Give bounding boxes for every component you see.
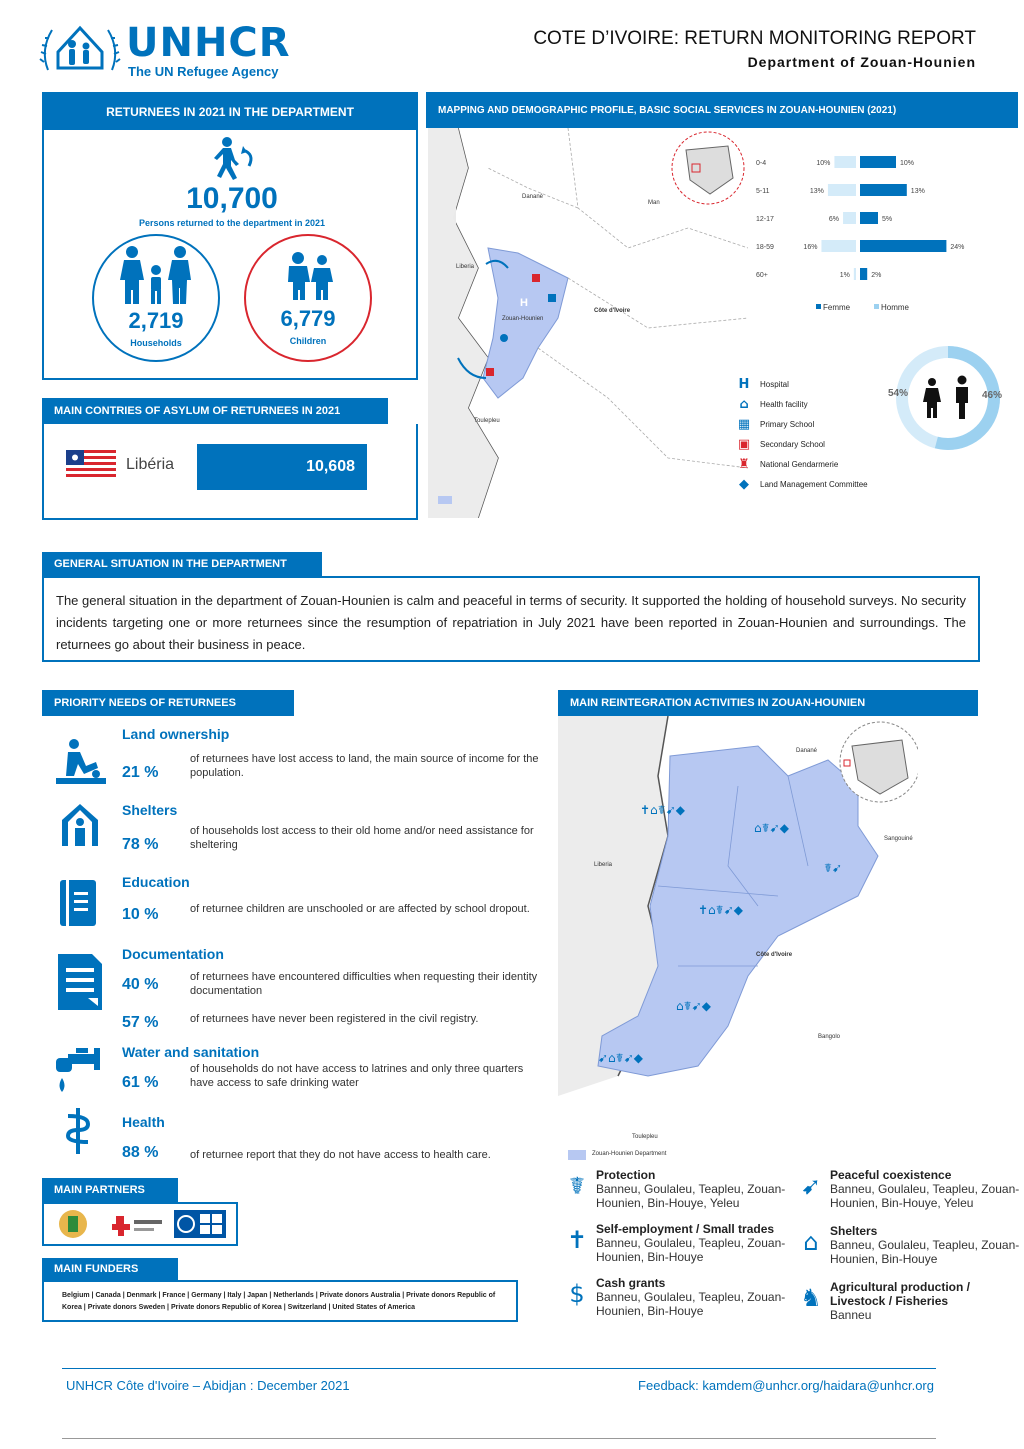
pyramid-femme-pct: 1% [839,272,850,279]
pyramid-femme-pct: 10% [816,160,831,167]
activity-item [796,1168,1022,1222]
livestock-icon: ♞ [800,1284,822,1312]
map-label-danane: Danané [522,194,544,200]
activity-item [562,1168,788,1222]
need-title: Water and sanitation [122,1044,260,1060]
activity-locations: Banneu, Goulaleu, Teapleu, Zouan-Hounien, Bin-Houye [596,1236,786,1264]
pyramid-bar-homme [860,156,896,168]
asylum-heading: MAIN CONTRIES OF ASYLUM OF RETURNEES IN 2021 [42,398,388,424]
legend-homme-label: Homme [881,303,910,312]
activity-item [562,1222,788,1276]
reintegration-map-label-bangolo: Bangolo [818,1034,841,1040]
mapping-heading: MAPPING AND DEMOGRAPHIC PROFILE, BASIC SOCIAL SERVICES IN ZOUAN-HOUNIEN (2021) [426,92,1018,128]
pyramid-age-label: 60+ [756,272,768,279]
activity-locations: Banneu, Goulaleu, Teapleu, Zouan-Hounien, Bin-Houye, Yeleu [596,1182,786,1210]
legend-row-hospital [734,374,914,394]
activity-title: Protection [596,1168,656,1182]
family-icon [118,246,196,304]
pyramid-bar-femme [834,156,856,168]
legend-row-land-committee [734,474,914,494]
need-title: Education [122,874,190,890]
need-desc: of households lost access to their old home and/or need assistance for sheltering [190,825,534,851]
pyramid-age-label: 18-59 [756,244,774,251]
activity-item [562,1276,788,1330]
legend-label: Secondary School [760,439,825,449]
children-circle [244,234,372,362]
need-title: Health [122,1114,165,1130]
svg-text:⌂☤➹◆: ⌂☤➹◆ [754,821,789,835]
legend-label: Primary School [760,419,815,429]
households-circle [92,234,220,362]
children-icon [286,252,334,300]
asylum-value: 10,608 [306,458,355,475]
situation-heading: GENERAL SITUATION IN THE DEPARTMENT [42,552,322,576]
pyramid-homme-pct: 24% [950,244,965,251]
svg-text:⌂☤➹◆: ⌂☤➹◆ [676,999,711,1013]
returnees-total: 10,700 [186,182,278,215]
gendarmerie-icon: ♜ [738,456,750,472]
partners-heading: MAIN PARTNERS [42,1178,178,1202]
cash-icon: $ [569,1280,585,1308]
need-desc: of returnees have encountered difficulties when requesting their identity documentation [190,971,538,997]
reintegration-map-label-sangouine: Sangouiné [884,836,913,842]
asylum-value-bar [197,444,367,490]
activity-item [796,1280,1022,1334]
unhcr-logo [38,22,328,84]
legend-row-health-facility [734,394,914,414]
legend-row-primary-school [734,414,914,434]
activity-item [796,1224,1022,1278]
returnees-total-caption: Persons returned to the department in 2021 [138,218,326,228]
reintegration-map-label-danane: Danané [796,748,818,754]
households-label: Households [130,338,182,348]
pyramid-bar-homme [860,212,878,224]
svg-text:✝⌂☤➹◆: ✝⌂☤➹◆ [698,903,743,917]
map-label-man: Man [648,200,660,206]
households-value: 2,719 [128,308,184,333]
need-desc-secondary: of returnees have never been registered in the civil registry. [190,1013,479,1025]
protection-icon: ☤ [568,1172,586,1200]
reintegration-map-label-toulepleu: Toulepleu [632,1134,658,1140]
documentation-icon [58,954,102,1010]
need-pct: 40 % [122,976,159,993]
asylum-panel [42,424,418,520]
male-pct: 46% [982,390,1003,401]
pyramid-age-label: 0-4 [756,160,767,167]
need-desc: of households do not have access to latrines and only three quarters have access to safe drinking water [190,1063,524,1089]
need-health [42,1114,542,1166]
activity-title: Cash grants [596,1276,666,1290]
pyramid-age-label: 12-17 [756,216,774,223]
legend-label: Land Management Committee [760,479,868,489]
funders-list: Belgium | Canada | Denmark | France | Germany | Italy | Japan | Netherlands | Private donors Australia | Private donors Republic of Korea | Private donors Sweden | Private donors Republic of Korea | Switzerland | United States of America [62,1292,496,1311]
pyramid-femme-pct: 13% [809,188,824,195]
need-pct: 61 % [122,1074,159,1091]
trades-icon: ✝ [566,1226,588,1254]
pyramid-femme-pct: 6% [828,216,840,223]
need-title: Land ownership [122,726,230,742]
liberia-flag-icon [66,450,116,480]
unhcr-emblem-icon [38,22,122,76]
activity-locations: Banneu, Goulaleu, Teapleu, Zouan-Hounien, Bin-Houye [596,1290,786,1318]
legend-label: National Gendarmerie [760,459,839,469]
pyramid-homme-pct: 2% [871,272,882,279]
legend-femme-label: Femme [823,303,851,312]
need-desc: of returnee children are unschooled or are affected by school dropout. [190,903,530,915]
age-pyramid-chart [756,150,1006,330]
pyramid-homme-pct: 10% [900,160,915,167]
activity-locations: Banneu [830,1308,872,1322]
funders-panel [42,1280,518,1322]
education-icon [60,880,96,926]
female-pct: 54% [888,388,909,399]
reintegration-map-label-cote-divoire: Côte d'Ivoire [756,952,793,958]
svg-text:➹⌂☤➹◆: ➹⌂☤➹◆ [598,1051,643,1065]
shelter-icon [58,802,102,846]
children-value: 6,779 [280,306,336,331]
activity-locations: Banneu, Goulaleu, Teapleu, Zouan-Hounien, Bin-Houye, Yeleu [830,1182,1020,1210]
pyramid-homme-pct: 5% [882,216,893,223]
need-water [42,1044,542,1108]
activity-locations: Banneu, Goulaleu, Teapleu, Zouan-Hounien, Bin-Houye [830,1238,1020,1266]
need-pct: 88 % [122,1144,159,1161]
svg-text:☤➹: ☤➹ [824,861,843,875]
land-committee-icon: ◆ [739,476,749,492]
activity-title: Agricultural production / Livestock / Fisheries [830,1280,970,1308]
returnees-panel [42,92,418,380]
primary-school-icon: ▦ [737,416,751,432]
map-label-zouan-hounien: Zouan-Hounien [502,316,544,322]
secondary-school-icon: ▣ [737,436,751,452]
caritas-logo [110,1210,166,1238]
children-label: Children [289,336,327,346]
pyramid-bar-homme [860,240,946,252]
need-pct-secondary: 57 % [122,1014,159,1031]
map-label-toulepleu: Toulepleu [474,418,500,424]
legend-row-secondary-school [734,434,914,454]
pyramid-homme-pct: 13% [910,188,925,195]
pyramid-bar-femme [821,240,856,252]
asylum-country: Libéria [126,456,175,473]
services-legend [734,374,914,494]
pyramid-bar-homme [860,268,867,280]
legend-row-gendarmerie [734,454,914,474]
returnees-heading: RETURNEES IN 2021 IN THE DEPARTMENT [44,94,416,130]
reintegration-heading: MAIN REINTEGRATION ACTIVITIES IN ZOUAN-HOUNIEN [558,690,978,716]
water-tap-icon [54,1048,100,1094]
need-title: Documentation [122,946,224,962]
svg-text:✝⌂☤➹◆: ✝⌂☤➹◆ [640,803,685,817]
returnee-walking-icon [209,136,261,180]
org-short-name: UNHCR [126,20,291,66]
land-ownership-icon [56,738,106,784]
health-facility-icon: ⌂ [739,396,749,412]
situation-text: The general situation in the department of Zouan-Hounien is calm and peaceful in terms of security. It supported the holding of household surveys. No security incidents targeting one or more returnees since the resumption of repatriation in July 2021 have been reported in Zouan-Hounien and surroundings. The returnees go about their business in peace. [56,593,966,652]
reintegration-map [558,716,918,1162]
activity-title: Shelters [830,1224,878,1238]
legend-label: Hospital [760,379,789,389]
needs-heading: PRIORITY NEEDS OF RETURNEES [42,690,294,716]
svg-text:H: H [520,297,528,309]
reintegration-map-legend: Zouan-Hounien Department [592,1151,667,1157]
report-subtitle: Department of Zouan-Hounien [747,54,976,70]
need-shelters [42,802,542,866]
legend-label: Health facility [760,399,808,409]
need-education [42,874,542,938]
legend-homme-swatch [874,304,879,309]
pyramid-age-label: 5-11 [756,188,770,195]
map-label-liberia: Liberia [456,264,475,270]
footer-rule-bottom [62,1438,936,1439]
pyramid-bar-femme [843,212,856,224]
activity-title: Peaceful coexistence [830,1168,952,1182]
cote-divoire-coat-of-arms-logo [56,1208,90,1240]
pyramid-bar-femme [854,268,856,280]
partners-panel [42,1202,238,1246]
pyramid-bar-femme [828,184,856,196]
footer-feedback-link[interactable]: Feedback: kamdem@unhcr.org/haidara@unhcr.org [638,1378,934,1393]
mapping-panel [426,128,1018,520]
undp-logo [174,1210,226,1238]
activity-title: Self-employment / Small trades [596,1222,775,1236]
map-label-cote-divoire: Côte d'Ivoire [594,308,631,314]
legend-femme-swatch [816,304,821,309]
need-pct: 78 % [122,836,159,853]
pyramid-bar-homme [860,184,907,196]
situation-panel [42,576,980,662]
need-land [42,726,542,794]
pyramid-femme-pct: 16% [803,244,818,251]
need-pct: 21 % [122,764,159,781]
need-documentation [42,946,542,1038]
org-tagline: The UN Refugee Agency [128,64,279,79]
reintegration-map-label-liberia: Liberia [594,862,613,868]
need-pct: 10 % [122,906,159,923]
need-desc: of returnees have lost access to land, the main source of income for the population. [190,753,539,779]
shelter-icon: ⌂ [803,1228,819,1256]
report-title: COTE D’IVOIRE: RETURN MONITORING REPORT [533,28,976,49]
hospital-icon: H [738,376,750,392]
health-caduceus-icon [62,1108,94,1154]
need-desc: of returnee report that they do not have access to health care. [190,1149,491,1161]
funders-heading: MAIN FUNDERS [42,1258,178,1280]
footer-rule-top [62,1368,936,1369]
need-title: Shelters [122,802,178,818]
dove-icon: ➹ [800,1172,822,1200]
footer-left: UNHCR Côte d'Ivoire – Abidjan : December 2021 [66,1378,350,1393]
department-map [428,128,748,518]
